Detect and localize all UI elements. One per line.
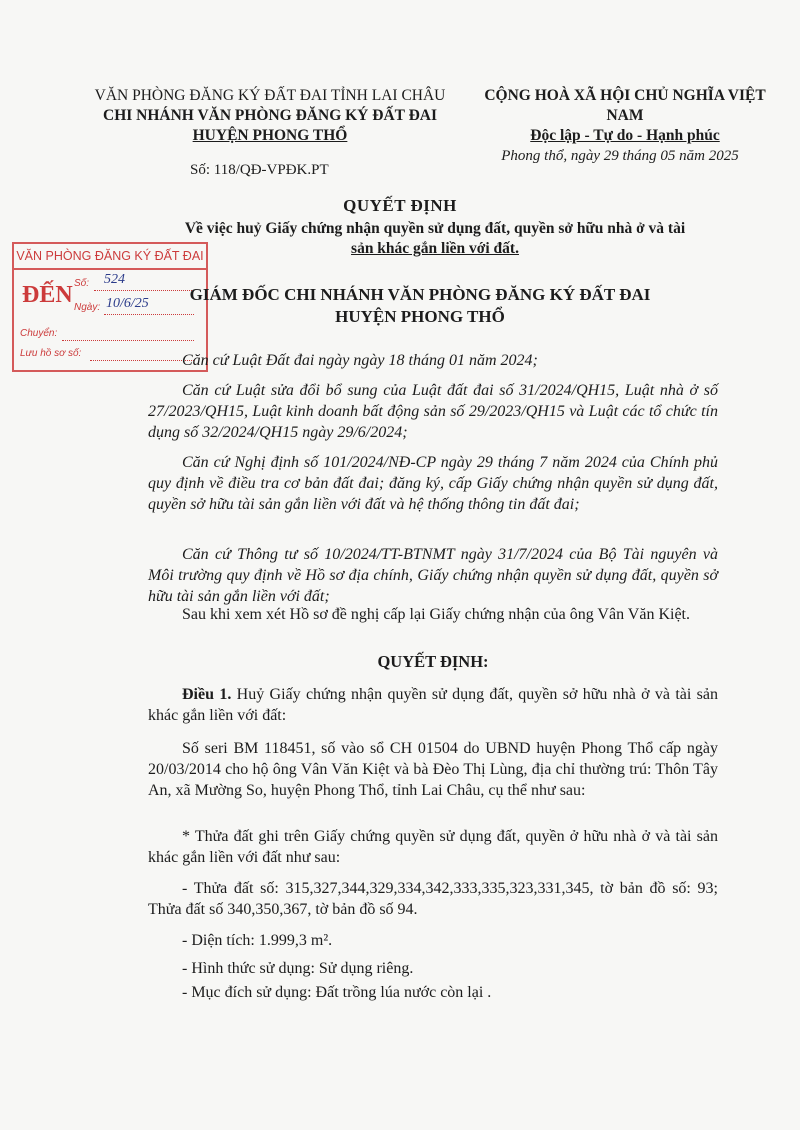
motto-text: Độc lập - Tự do - Hạnh phúc <box>530 127 720 144</box>
motto <box>465 126 785 146</box>
stamp-chuyen-line <box>62 340 194 341</box>
legal-basis-3: Căn cứ Nghị định số 101/2024/NĐ-CP ngày 29 tháng 7 năm 2024 của Chính phủ quy định về điều tra cơ bản đất đai; đăng ký, cấp Giấy chứng nhận quyền sử dụng đất, quyền sở hữu tài sản gắn liền với đất và hệ thống thông tin đất đai; <box>148 454 718 513</box>
parcel-list: - Thửa đất số: 315,327,344,329,334,342,333,335,323,331,345, tờ bản đồ số: 93; Thửa đất số 340,350,367, tờ bản đồ số 94. <box>148 880 718 918</box>
agency-line-1: VĂN PHÒNG ĐĂNG KÝ ĐẤT ĐAI TỈNH LAI CHÂU <box>94 87 446 104</box>
legal-basis-4: Căn cứ Thông tư số 10/2024/TT-BTNMT ngày 31/7/2024 của Bộ Tài nguyên và Môi trường quy định về Hồ sơ địa chính, Giấy chứng nhận quyền sử dụng đất, quyền sở hữu tài sản gắn liền với đất; <box>148 546 718 605</box>
decision-heading: QUYẾT ĐỊNH: <box>377 652 489 671</box>
agency-line-2: CHI NHÁNH VĂN PHÒNG ĐĂNG KÝ ĐẤT ĐAI <box>103 107 437 124</box>
document-title: QUYẾT ĐỊNH <box>343 196 457 215</box>
agency-line-3-text: HUYỆN PHONG THỔ <box>192 127 348 144</box>
article-1 <box>148 684 718 726</box>
stamp-title: VĂN PHÒNG ĐĂNG KÝ ĐẤT ĐAI <box>14 244 206 270</box>
stamp-ngay-label: Ngày: <box>74 302 101 313</box>
subject-line-1: Về việc huỷ Giấy chứng nhận quyền sử dụng đất, quyền sở hữu nhà ở và tài <box>184 220 686 237</box>
issuing-authority <box>140 284 700 328</box>
stamp-so-value: 524 <box>104 272 125 287</box>
issuing-agency <box>70 86 470 146</box>
stamp-chuyen-label: Chuyển: <box>20 328 58 339</box>
article-1-label: Điều 1. <box>182 686 232 703</box>
document-subject <box>135 219 735 259</box>
area: - Diện tích: 1.999,3 m². <box>182 932 333 949</box>
stamp-den: ĐẾN <box>22 282 73 308</box>
stamp-luu-label: Lưu hồ sơ số: <box>20 348 82 359</box>
legal-basis-2: Căn cứ Luật sửa đổi bổ sung của Luật đất đai số 31/2024/QH15, Luật nhà ở số 27/2023/QH15, Luật kinh doanh bất động sản số 29/2023/QH15 và Luật các tổ chức tín dụng số 32/2024/QH15 ngày 29/6/2024; <box>148 382 718 441</box>
stamp-ngay-value: 10/6/25 <box>106 296 149 311</box>
authority-line-2: HUYỆN PHONG THỔ <box>335 307 505 326</box>
subject-line-2: sản khác gắn liền với đất. <box>351 240 519 257</box>
parcel-intro: * Thửa đất ghi trên Giấy chứng quyền sử dụng đất, quyền ở hữu nhà ở và tài sản khác gắn liền với đất như sau: <box>148 828 718 866</box>
authority-line-1: GIÁM ĐỐC CHI NHÁNH VĂN PHÒNG ĐĂNG KÝ ĐẤT ĐAI <box>189 285 651 304</box>
usage-purpose: - Mục đích sử dụng: Đất trồng lúa nước còn lại . <box>182 984 492 1001</box>
usage-form: - Hình thức sử dụng: Sử dụng riêng. <box>182 960 414 977</box>
legal-basis-1: Căn cứ Luật Đất đai ngày ngày 18 tháng 01 năm 2024; <box>182 352 538 369</box>
national-header <box>465 86 785 146</box>
stamp-so-label: Số: <box>74 278 90 289</box>
certificate-serial: Số seri BM 118451, số vào sổ CH 01504 do UBND huyện Phong Thổ cấp ngày 20/03/2014 cho hộ ông Vân Văn Kiệt và bà Đèo Thị Lùng, địa chỉ thường trú: Thôn Tây An, xã Mường So, huyện Phong Thổ, tỉnh Lai Châu, cụ thể như sau: <box>148 740 718 799</box>
review-statement: Sau khi xem xét Hồ sơ đề nghị cấp lại Giấy chứng nhận của ông Vân Văn Kiệt. <box>182 606 690 623</box>
place-date: Phong thổ, ngày 29 tháng 05 năm 2025 <box>501 148 739 164</box>
document-number: Số: 118/QĐ-VPĐK.PT <box>190 162 329 178</box>
republic-name: CỘNG HOÀ XÃ HỘI CHỦ NGHĨA VIỆT NAM <box>484 87 766 124</box>
article-1-text: Huỷ Giấy chứng nhận quyền sử dụng đất, quyền sở hữu nhà ở và tài sản khác gắn liền với đất: <box>148 686 718 724</box>
agency-line-3 <box>70 126 470 146</box>
